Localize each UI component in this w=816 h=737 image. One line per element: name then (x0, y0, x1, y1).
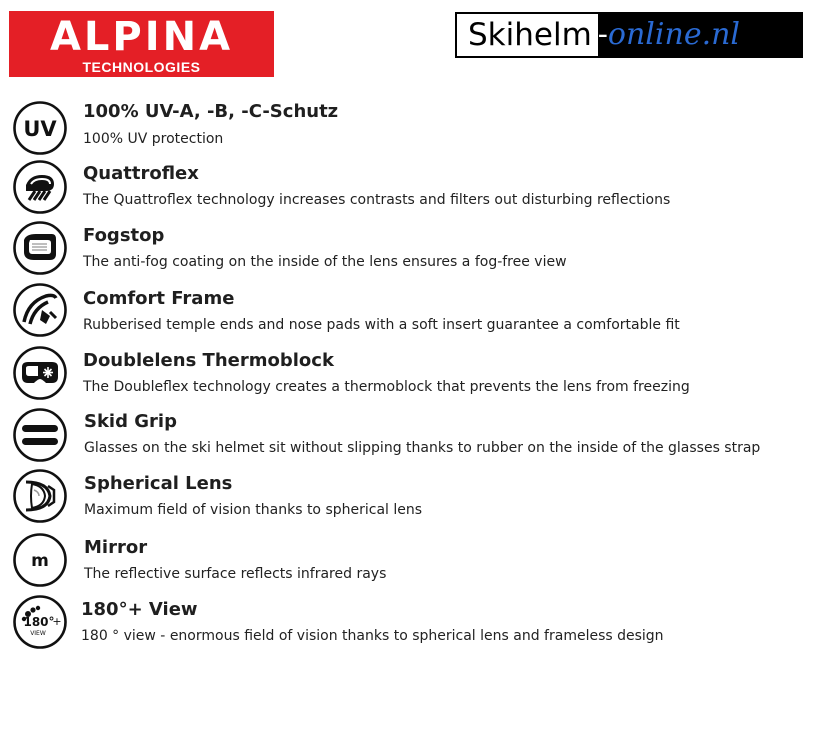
feature-description: The Quattroflex technology increases contrasts and filters out disturbing reflections (83, 192, 671, 208)
180-icon-subtext: VIEW (30, 630, 46, 637)
feature-title: 100% UV-A, -B, -C-Schutz (83, 101, 339, 122)
skihelm-online-logo (455, 12, 803, 58)
feature-180-view (0, 599, 816, 661)
alpina-technologies-text: TECHNOLOGIES (82, 59, 201, 75)
feature-doublelens-thermoblock (0, 350, 816, 412)
quattroflex-icon (12, 159, 68, 215)
feature-description: 100% UV protection (83, 131, 224, 147)
feature-description: Rubberised temple ends and nose pads with a soft insert guarantee a comfortable fit (83, 317, 680, 333)
feature-description: Maximum field of vision thanks to spherical lens (84, 502, 423, 518)
feature-title: Doublelens Thermoblock (83, 350, 334, 371)
spherical-lens-icon (12, 468, 68, 524)
feature-spherical-lens (0, 473, 816, 535)
feature-skid-grip (0, 411, 816, 473)
feature-title: Mirror (84, 537, 148, 558)
180-view-icon (12, 594, 68, 650)
feature-title: Skid Grip (84, 411, 177, 432)
feature-title: Spherical Lens (84, 473, 233, 494)
feature-description: The anti-fog coating on the inside of the lens ensures a fog-free view (83, 254, 567, 270)
uv-icon-text: UV (23, 117, 57, 141)
feature-description: 180 ° view - enormous field of vision thanks to spherical lens and frameless design (81, 628, 664, 644)
fogstop-icon (12, 220, 68, 276)
alpina-logo (9, 11, 274, 77)
uv-icon (12, 100, 68, 156)
feature-uv (0, 101, 816, 163)
feature-title: Quattroflex (83, 163, 199, 184)
mirror-icon-text: m (31, 551, 49, 571)
feature-mirror (0, 537, 816, 599)
feature-title: 180°+ View (81, 599, 198, 620)
mirror-icon (12, 532, 68, 588)
feature-title: Fogstop (83, 225, 165, 246)
feature-fogstop (0, 225, 816, 287)
skihelm-logo-text: Skihelm (468, 17, 592, 53)
180-icon-plus: + (52, 615, 62, 628)
feature-description: The Doubleflex technology creates a thermoblock that prevents the lens from freezing (83, 379, 690, 395)
180-icon-text: 180° (23, 615, 55, 629)
feature-description: The reflective surface reflects infrared rays (84, 566, 387, 582)
feature-quattroflex (0, 163, 816, 225)
feature-comfort-frame (0, 288, 816, 350)
alpina-brand-text: ALPINA (49, 14, 234, 60)
feature-description: Glasses on the ski helmet sit without slipping thanks to rubber on the inside of the glasses strap (84, 440, 761, 456)
skid-grip-icon (12, 407, 68, 463)
feature-title: Comfort Frame (83, 288, 235, 309)
doublelens-goggle-icon (12, 345, 68, 401)
online-nl-logo-text: -online.nl (598, 14, 801, 56)
comfort-frame-icon (12, 282, 68, 338)
